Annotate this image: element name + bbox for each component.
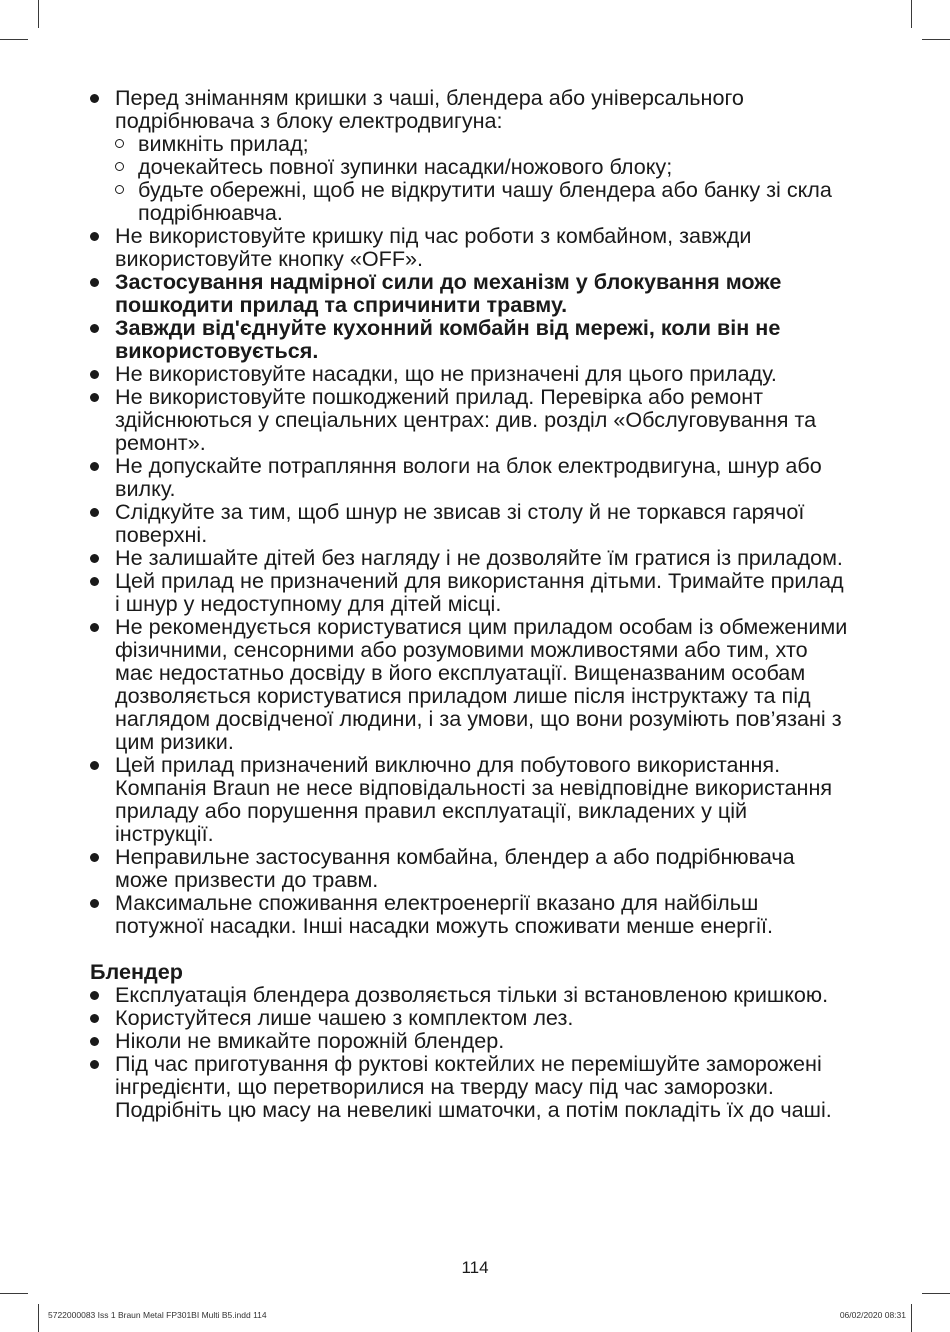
list-item-text: Ніколи не вмикайте порожній блендер. [115,1028,505,1053]
bullet-icon [90,1037,99,1046]
sub-list-item-text: вимкніть прилад; [138,131,309,156]
list-item-text: Експлуатація блендера дозволяється тільки зі встановленою кришкою. [115,982,829,1007]
list-item [90,385,850,454]
crop-mark [922,1293,950,1294]
list-item [90,224,850,270]
list-item-text: Не використовуйте насадки, що не призначені для цього приладу. [115,361,777,386]
bullet-icon [90,991,99,1000]
crop-mark [0,1293,28,1294]
bullet-icon [90,370,99,379]
list-item-text: Неправильне застосування комбайна, блендер а або подрібнювача може призвести до травм. [115,844,795,892]
list-item-text: Слідкуйте за тим, щоб шнур не звисав зі столу й не торкався гарячої поверхні. [115,499,805,547]
list-item [90,753,850,845]
crop-mark [38,0,39,28]
bullet-icon [90,1014,99,1023]
list-item [90,1029,850,1052]
list-item [90,500,850,546]
bullet-icon [90,577,99,586]
list-item [90,615,850,753]
list-item-warning [90,316,850,362]
bullet-icon [90,324,99,333]
page-number: 114 [461,1258,489,1277]
bullet-icon [90,462,99,471]
circle-bullet-icon [115,185,124,194]
list-item [90,454,850,500]
bullet-icon [90,623,99,632]
list-item-warning [90,270,850,316]
list-item [90,569,850,615]
print-slug-file: 5722000083 Iss 1 Braun Metal FP301BI Multi B5.indd 114 [48,1310,267,1320]
list-item [90,845,850,891]
circle-bullet-icon [115,162,124,171]
crop-mark [911,1304,912,1332]
crop-mark [0,39,28,40]
list-item-text: Користуйтеся лише чашею з комплектом лез. [115,1005,574,1030]
list-item-text: Не використовуйте пошкоджений прилад. Перевірка або ремонт здійснюються у спеціальних центрах: див. розділ «Обслуговування та ремонт». [115,384,817,455]
bullet-icon [90,508,99,517]
list-item [90,362,850,385]
circle-bullet-icon [115,139,124,148]
bullet-icon [90,853,99,862]
bullet-icon [90,393,99,402]
list-item [90,546,850,569]
list-item-text: Перед зніманням кришки з чаші, блендера або універсального подрібнювача з блоку електродвигуна: [115,85,744,133]
bullet-icon [90,761,99,770]
list-item [90,1006,850,1029]
list-item-text: Не рекомендується користуватися цим приладом особам із обмеженими фізичними, сенсорними або розумовими можливостями або тим, хто має недостатньо досвіду в його експлуатації. Вищеназваним особам дозволяється користуватися приладом лише після інструктажу та під наглядом досвідченої людини, і за умови, що вони розуміють пов’язані з цим ризики. [115,614,848,754]
list-item-text: Максимальне споживання електроенергії вказано для найбільш потужної насадки. Інші насадки можуть споживати менше енергії. [115,890,773,938]
crop-mark [922,39,950,40]
instructions-body [90,86,850,1121]
list-item-text: Не допускайте потрапляння вологи на блок електродвигуна, шнур або вилку. [115,453,822,501]
list-item [90,983,850,1006]
list-item [90,86,850,132]
sub-list-item [90,132,850,155]
list-item-text: Не залишайте дітей без нагляду і не дозволяйте їм гратися із приладом. [115,545,843,570]
sub-list-item-text: дочекайтесь повної зупинки насадки/ножового блоку; [138,154,673,179]
print-slug-date: 06/02/2020 08:31 [839,1310,906,1320]
list-item-text: Завжди від'єднуйте кухонний комбайн від мережі, коли він не використовується. [115,315,781,363]
list-item-text: Під час приготування ф руктові коктейлих не перемішуйте заморожені інгредієнти, що перетворилися на тверду масу під час заморозки. Подрібніть цю масу на невеликі шматочки, а потім покладіть їх до чаші. [115,1051,832,1122]
bullet-icon [90,232,99,241]
list-item [90,1052,850,1121]
list-item [90,891,850,937]
list-item-text: Застосування надмірної сили до механізм у блокування може пошкодити прилад та спричинити травму. [115,269,782,317]
crop-mark [38,1304,39,1332]
sub-list-item [90,155,850,178]
list-item-text: Не використовуйте кришку під час роботи з комбайном, завжди використовуйте кнопку «OFF». [115,223,752,271]
bullet-icon [90,899,99,908]
sub-list-item [90,178,850,224]
list-item-text: Цей прилад призначений виключно для побутового використання. Компанія Braun не несе відповідальності за невідповідне використання приладу або порушення правил експлуатації, викладених у цій інструкції. [115,752,833,846]
section-heading: Блендер [90,959,183,984]
bullet-icon [90,554,99,563]
list-item-text: Цей прилад не призначений для використання дітьми. Тримайте прилад і шнур у недоступному для дітей місці. [115,568,844,616]
bullet-icon [90,278,99,287]
bullet-icon [90,94,99,103]
sub-list-item-text: будьте обережні, щоб не відкрутити чашу блендера або банку зі скла подрібнюавча. [138,177,832,225]
bullet-icon [90,1060,99,1069]
crop-mark [911,0,912,28]
